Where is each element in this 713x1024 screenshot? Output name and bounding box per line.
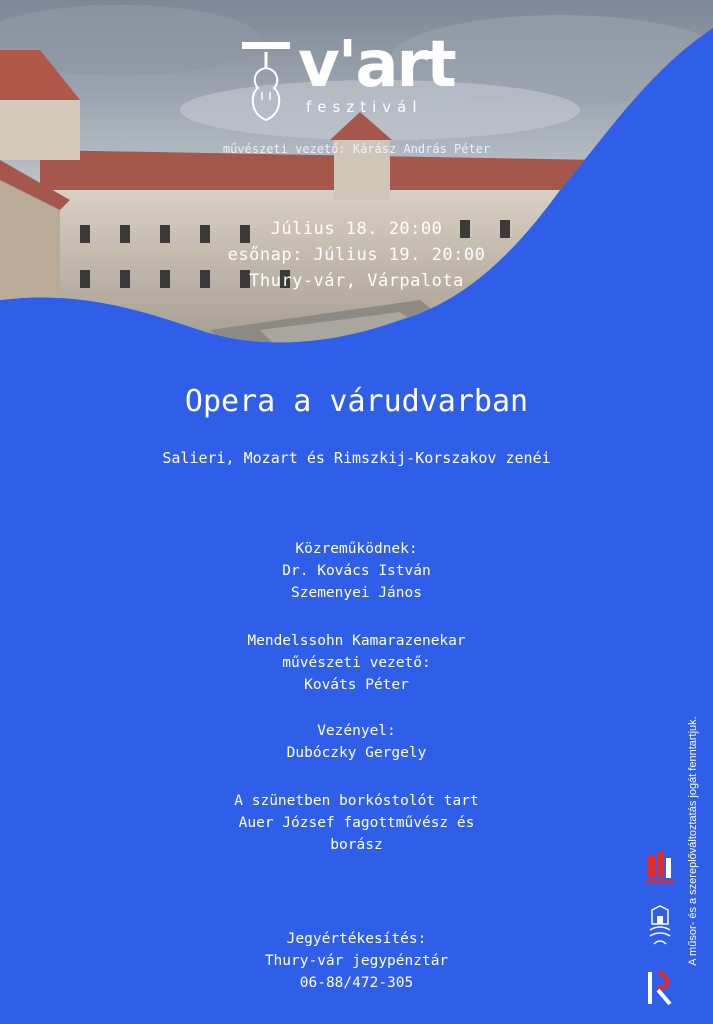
nka-logo-icon <box>644 966 676 1010</box>
conductor-heading: Vezényel: <box>317 723 396 739</box>
event-subtitle: Salieri, Mozart és Rimszkij-Korszakov zenéi <box>162 449 551 467</box>
performers-block <box>0 538 713 604</box>
artistic-director-line: művészeti vezető: Kárász András Péter <box>222 142 491 156</box>
varpalota-logo-icon <box>644 848 676 888</box>
performer-name: Dr. Kovács István <box>282 563 431 579</box>
event-dates <box>0 216 713 294</box>
violin-icon <box>240 40 292 124</box>
tickets-block <box>0 928 713 994</box>
conductor-name: Dubóczky Gergely <box>286 745 427 761</box>
orchestra-name: Mendelssohn Kamarazenekar <box>247 633 466 649</box>
disclaimer-vertical <box>686 676 700 1006</box>
conductor-block <box>0 720 713 764</box>
wine-line: A szünetben borkóstolót tart <box>234 793 479 809</box>
wine-line: borász <box>330 837 383 853</box>
main-date: Július 18. 20:00 <box>270 219 443 239</box>
tickets-place: Thury-vár jegypénztár <box>264 953 449 969</box>
wine-line: Auer József fagottművész és <box>238 815 475 831</box>
performer-name: Szemenyei János <box>291 585 422 601</box>
orchestra-block <box>0 630 713 696</box>
logo-wordmark: v'art <box>298 28 455 102</box>
tickets-heading: Jegyértékesítés: <box>286 931 427 947</box>
logo-subtitle: fesztivál <box>306 98 423 116</box>
orchestra-role: művészeti vezető: <box>282 655 431 671</box>
disclaimer-text: A műsor- és a szereplőváltoztatás jogát fenntartjuk. <box>687 716 699 966</box>
thury-var-logo-icon <box>644 904 676 950</box>
tickets-phone: 06-88/472-305 <box>299 975 414 991</box>
performers-heading: Közreműködnek: <box>295 541 418 557</box>
event-title: Opera a várudvarban <box>184 384 529 419</box>
orchestra-leader: Kováts Péter <box>304 677 409 693</box>
wine-tasting-block <box>0 790 713 856</box>
venue: Thury-vár, Várpalota <box>249 271 464 291</box>
festival-logo <box>240 28 480 126</box>
rain-date: esőnap: Július 19. 20:00 <box>227 245 486 265</box>
